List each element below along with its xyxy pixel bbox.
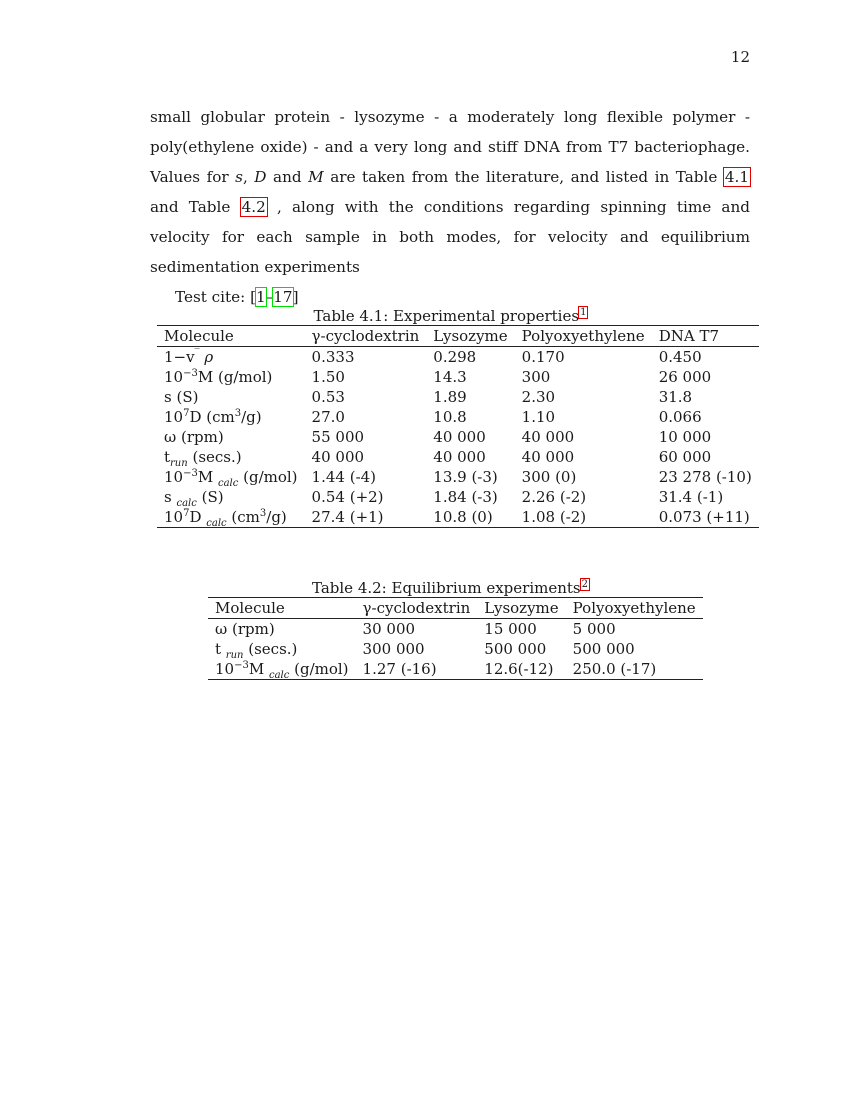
table-cell: 0.54 (+2) (311, 488, 384, 506)
bracket-close: ] (292, 288, 299, 306)
footnote-link-1[interactable]: 1 (580, 307, 587, 318)
text-run: , (242, 168, 255, 186)
table-cell: 5 000 (572, 620, 616, 638)
row-label: $10^{-3}M$ $_{calc}$ (g/mol) (208, 659, 356, 680)
table-cell: 23 278 (-10) (658, 468, 752, 486)
row-label: t $_{run}$ (secs.) (215, 640, 298, 661)
row-label: $10^7D$ $(cm^3/g)$ (164, 408, 262, 426)
row-label: s (S) (164, 388, 199, 406)
table-row (157, 447, 759, 467)
table-cell: 0.53 (311, 388, 345, 406)
column-header: γ-cyclodextrin (305, 326, 427, 347)
row-label: ω (rpm) (215, 620, 275, 638)
table-cell: 0.333 (311, 348, 355, 366)
table-row (157, 407, 759, 427)
column-header: Polyoxyethylene (515, 326, 652, 347)
table-4-2-link[interactable]: 4.2 (241, 198, 266, 216)
table-cell: 30 000 (362, 620, 416, 638)
header-row (208, 598, 703, 619)
table-row (157, 387, 759, 407)
table-cell: 1.10 (521, 408, 556, 426)
table-cell: 10.8 (433, 408, 467, 426)
table-cell: 2.26 (-2) (521, 488, 587, 506)
table-caption (208, 579, 693, 597)
table-cell: 10 000 (658, 428, 712, 446)
table-cell: 40 000 (311, 448, 365, 466)
table-row (157, 487, 759, 507)
table-cell: 1.44 (-4) (311, 468, 377, 486)
text-run: and Table (150, 198, 241, 216)
row-label: $10^{-3}M$ (g/mol) (164, 368, 273, 386)
table-4-2 (208, 579, 696, 681)
table-cell: 31.8 (658, 388, 693, 406)
table-cell: 40 000 (521, 428, 575, 446)
table-cell: 15 000 (484, 620, 537, 638)
table-cell: 300 (0) (521, 468, 577, 486)
table-cell: 300 000 (362, 640, 425, 658)
table-cell: 0.450 (658, 348, 702, 366)
variable-s: s (235, 168, 243, 186)
table-row (208, 619, 703, 640)
column-header: Molecule (208, 598, 356, 619)
column-header: Lysozyme (426, 326, 514, 347)
table-cell: 500 000 (572, 640, 635, 658)
table-cell: 1.89 (433, 388, 467, 406)
text-run: , along with the conditions regarding spinning time and velocity for each sample in both modes, for velocity and equilibrium sedimentation experiments (150, 198, 750, 276)
column-header: Polyoxyethylene (566, 598, 703, 619)
table-cell: 12.6(-12) (477, 659, 565, 680)
table-cell: 14.3 (433, 368, 467, 386)
row-label: s $_{calc}$ (S) (164, 488, 224, 509)
table-cell: 27.4 (+1) (305, 507, 427, 528)
table-cell: 1.08 (-2) (515, 507, 652, 528)
caption-text: Table 4.1: Experimental properties (313, 307, 580, 325)
column-header: γ-cyclodextrin (356, 598, 478, 619)
variable-m: M (308, 168, 324, 186)
column-header: Lysozyme (477, 598, 565, 619)
table-cell: 1.84 (-3) (433, 488, 498, 506)
table-row (157, 507, 759, 528)
citation-link-17[interactable]: 17 (273, 288, 293, 306)
equilibrium-table (208, 597, 703, 680)
page-number: 12 (730, 48, 750, 66)
table-cell: 2.30 (521, 388, 556, 406)
table-row (157, 367, 759, 387)
table-cell: 27.0 (311, 408, 345, 426)
table-cell: 10.8 (0) (426, 507, 514, 528)
properties-table (157, 325, 759, 528)
caption-text: Table 4.2: Equilibrium experiments (312, 579, 581, 597)
row-label: $10^7D$ $_{calc}$ $(cm^3/g)$ (157, 507, 305, 528)
text-run: are taken from the literature, and listed in Table (323, 168, 724, 186)
table-cell: 26 000 (658, 368, 712, 386)
table-row (157, 347, 759, 368)
table-row (208, 659, 703, 680)
row-label: $10^{-3}M$ $_{calc}$ (g/mol) (164, 468, 298, 489)
table-cell: 60 000 (658, 448, 712, 466)
table-row (208, 639, 703, 659)
table-cell: 31.4 (-1) (658, 488, 724, 506)
table-caption (157, 307, 744, 325)
text-run: small globular protein - lysozyme - a moderately long flexible polymer - poly(ethylene oxide) - and a very long and stiff DNA from T7 bacteriophage. Values for (150, 108, 750, 186)
table-cell: 1.50 (311, 368, 345, 386)
table-cell: 250.0 (-17) (566, 659, 703, 680)
column-header: DNA T7 (652, 326, 759, 347)
table-4-1 (157, 307, 752, 529)
table-cell: 13.9 (-3) (433, 468, 498, 486)
body-paragraph (150, 102, 750, 312)
table-cell: 0.066 (658, 408, 702, 426)
table-cell: 55 000 (311, 428, 365, 446)
text-run: and (266, 168, 309, 186)
table-row (157, 427, 759, 447)
citation-dash: – (265, 288, 274, 306)
paragraph-text (150, 102, 750, 282)
table-cell: 0.298 (433, 348, 477, 366)
header-row (157, 326, 759, 347)
table-row (157, 467, 759, 487)
footnote-link-2[interactable]: 2 (581, 579, 588, 590)
row-label: 1−v‾ ρ (164, 348, 214, 366)
table-cell: 0.170 (521, 348, 565, 366)
table-cell: 40 000 (521, 448, 575, 466)
table-cell: 40 000 (433, 428, 486, 446)
bracket-open: [ (250, 288, 256, 306)
citation-link-1[interactable]: 1 (256, 288, 266, 306)
table-cell: 500 000 (484, 640, 547, 658)
table-cell: 1.27 (-16) (356, 659, 478, 680)
variable-d: D (254, 168, 267, 186)
column-header: Molecule (157, 326, 305, 347)
table-cell: 0.073 (+11) (652, 507, 759, 528)
table-cell: 300 (521, 368, 551, 386)
row-label: $t_{run}$ (secs.) (164, 448, 242, 469)
test-cite-label: Test cite: (175, 288, 251, 306)
table-cell: 40 000 (433, 448, 486, 466)
row-label: ω (rpm) (164, 428, 224, 446)
table-4-1-link[interactable]: 4.1 (724, 168, 750, 186)
